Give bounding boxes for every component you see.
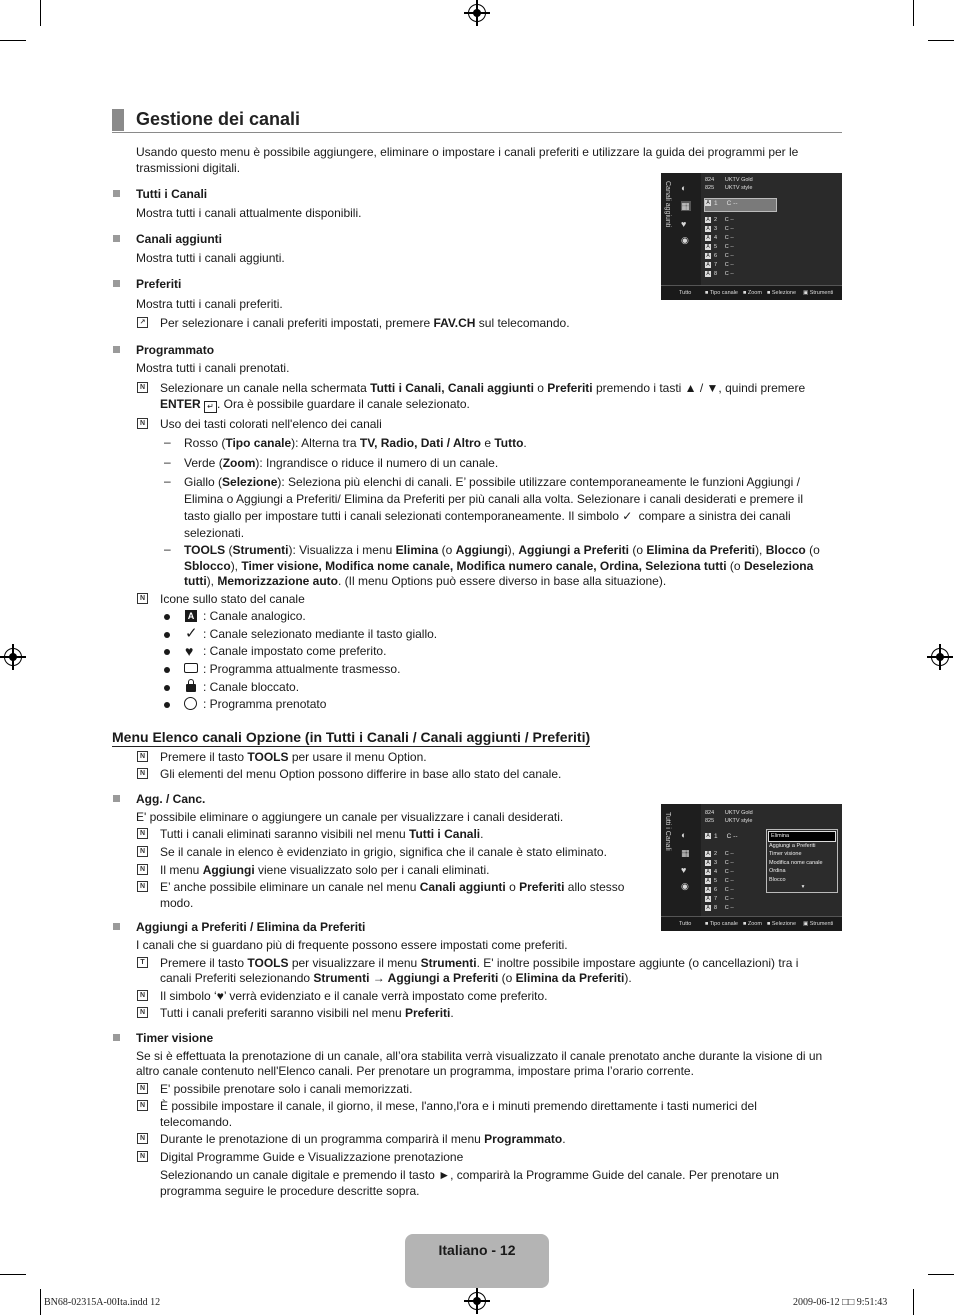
heart-icon: ♥ — [185, 643, 194, 659]
legend-text: : Canale selezionato mediante il tasto giallo. — [203, 627, 438, 641]
section-head: Timer visione — [136, 1031, 214, 1045]
option-menu-heading: Menu Elenco canali Opzione (in Tutti i Canali / Canali aggiunti / Preferiti) — [112, 729, 591, 745]
analog-channel-icon: A — [706, 895, 710, 902]
option-item-elimina[interactable]: Elimina — [768, 831, 836, 842]
note-icon: N — [137, 1133, 148, 1144]
bullet-square-icon — [113, 795, 120, 802]
note-text: Se il canale in elenco è evidenziato in grigio, significa che il canale è stato eliminato. — [160, 845, 607, 859]
channel-row[interactable]: A 7 C -- — [706, 261, 734, 268]
section-text: Mostra tutti i canali prenotati. — [136, 361, 290, 375]
analog-channel-icon: A — [706, 200, 710, 207]
note-text: Il simbolo ‘♥’ verrà evidenziato e il canale verrà impostato come preferito. — [160, 989, 548, 1003]
section-text: Mostra tutti i canali attualmente disponibili. — [136, 206, 362, 220]
dash-text: Giallo (Selezione): Seleziona più elenchi di canali. E’ possibile utilizzare contemporaneamente le funzioni Aggiungi / — [184, 475, 800, 489]
dash-text: TOOLS (Strumenti): Visualizza i menu Elimina (o Aggiungi), Aggiungi a Preferiti (o Elimina da Preferiti), Blocco (o — [184, 543, 820, 557]
note-icon: N — [137, 1151, 148, 1162]
note-icon: N — [137, 751, 148, 762]
top-row: 825 UKTV style — [705, 185, 753, 191]
bullet-square-icon — [113, 1034, 120, 1041]
channel-row[interactable]: A 2 C -- — [706, 216, 734, 223]
filter-label: Tutto — [679, 290, 692, 296]
all-channels-icon: ◐ — [681, 183, 687, 193]
note-text: ENTER ↵ . Ora è possibile guardare il canale selezionato. — [160, 397, 470, 411]
channel-row[interactable]: A 4 C -- — [706, 868, 734, 875]
yellow-button-label[interactable]: ■ Selezione — [767, 921, 797, 927]
registration-mark-icon — [468, 4, 486, 22]
highlight-row-text: A 1 C -- — [706, 200, 738, 207]
note-text: modo. — [160, 896, 194, 910]
section-text: Se si è effettuata la prenotazione di un canale, all’ora stabilita verrà visualizzato il canale prenotato anche durante la visione di un — [136, 1049, 823, 1063]
tools-button-label[interactable]: ▣ Strumenti — [803, 290, 834, 296]
note-icon: N — [137, 1083, 148, 1094]
section-head: Programmato — [136, 343, 215, 357]
section-text: Mostra tutti i canali preferiti. — [136, 297, 283, 311]
note-text: Uso dei tasti colorati nell'elenco dei canali — [160, 417, 382, 431]
note-text: E’ anche possibile eliminare un canale nel menu Canali aggiunti o Preferiti allo stesso — [160, 880, 625, 894]
channel-row[interactable]: A 4 C -- — [706, 234, 734, 241]
bullet-square-icon — [113, 280, 120, 287]
note-text: Tutti i canali preferiti saranno visibili nel menu Preferiti. — [160, 1006, 454, 1020]
menu-sidebar — [661, 173, 701, 286]
tools-note-icon: ↗ — [137, 317, 148, 328]
note-text: Tutti i canali eliminati saranno visibili nel menu Tutti i Canali. — [160, 827, 484, 841]
dash-bullet: – — [164, 474, 171, 488]
option-item-lock[interactable]: Blocco — [769, 876, 786, 883]
crop-mark — [40, 0, 41, 26]
option-item-timer[interactable]: Timer visione — [769, 851, 802, 857]
section-head: Tutti i Canali — [136, 187, 208, 201]
green-button-label[interactable]: ■ Zoom — [743, 921, 762, 927]
analog-channel-icon: A — [706, 216, 710, 223]
channel-row[interactable]: A 7 C -- — [706, 895, 734, 902]
analog-channel-icon: A — [706, 886, 710, 893]
section-head: Canali aggiunti — [136, 232, 223, 246]
dash-bullet: – — [164, 455, 171, 469]
top-row: 824 UKTV Gold — [705, 177, 753, 183]
analog-channel-icon: A — [706, 270, 710, 277]
highlight-row-text[interactable]: A 1 C -- — [706, 833, 738, 840]
dash-text: selezionati. — [184, 526, 245, 540]
option-item-rename[interactable]: Modifica nome canale — [769, 859, 823, 866]
section-text: Mostra tutti i canali aggiunti. — [136, 251, 285, 265]
registration-mark-icon — [931, 648, 949, 666]
crop-mark — [0, 1274, 26, 1275]
channel-list-option-screen — [661, 804, 842, 931]
dash-bullet: – — [164, 542, 171, 556]
note-text: Premere il tasto TOOLS per usare il menu Option. — [160, 750, 427, 764]
analog-channel-icon: A — [706, 833, 710, 840]
page-title: Gestione dei canali — [136, 109, 301, 129]
analog-channel-icon: A — [706, 225, 710, 232]
section-text: I canali che si guardano più di frequente possono essere impostati come preferiti. — [136, 938, 568, 952]
red-button-label[interactable]: ■ Tipo canale — [705, 921, 738, 927]
bullet-square-icon — [113, 923, 120, 930]
intro-text: Usando questo menu è possibile aggiungere, eliminare o impostare i canali preferiti e utilizzare la guida dei programmi per le trasmissioni digitali. — [136, 145, 799, 175]
note-icon: N — [137, 593, 148, 604]
option-item-favorites[interactable]: Aggiungi a Preferiti — [769, 842, 816, 849]
dash-bullet: – — [164, 435, 171, 449]
analog-channel-icon: A — [706, 859, 710, 866]
red-button-label[interactable]: ■ Tipo canale — [705, 290, 738, 296]
bullet-dot — [164, 614, 170, 620]
dash-text: Sblocco), Timer visione, Modifica nome canale, Modifica numero canale, Ordina, Seleziona tutti (o Deseleziona — [184, 559, 814, 573]
bullet-dot — [164, 632, 170, 638]
analog-channel-icon: A — [706, 868, 710, 875]
added-channels-icon: ▦ — [681, 848, 690, 858]
channel-row[interactable]: A 2 C -- — [706, 850, 734, 857]
bullet-dot — [164, 649, 170, 655]
note-text: Selezionando un canale digitale e premendo il tasto ►, comparirà la Programme Guide del canale. Per prenotare un — [160, 1168, 779, 1182]
note-text: Premere il tasto TOOLS per visualizzare il menu Strumenti. E' inoltre possibile impostare aggiunte (o cancellazioni) tra i — [160, 956, 799, 970]
note-text: programma seguire le procedure descritte sopra. — [160, 1184, 420, 1198]
section-head: Preferiti — [136, 277, 182, 291]
legend-text: : Programma prenotato — [203, 697, 327, 711]
heart-icon: ♥ — [216, 989, 224, 1003]
analog-channel-icon: A — [706, 850, 710, 857]
dash-text: tutti), Memorizzazione auto. (Il menu Options può essere diverso in base alla situazione). — [184, 574, 667, 588]
analog-channel-icon: A — [706, 877, 710, 884]
crop-mark — [40, 1289, 41, 1315]
legend-text: : Canale bloccato. — [203, 680, 300, 694]
section-head: Aggiungi a Preferiti / Elimina da Preferiti — [136, 920, 366, 934]
note-icon: N — [137, 864, 148, 875]
channel-row[interactable]: A 8 C -- — [706, 904, 734, 911]
top-row: 825 UKTV style — [705, 818, 753, 824]
channel-row[interactable]: A 6 C -- — [706, 252, 734, 259]
channel-row[interactable]: A 5 C -- — [706, 877, 734, 884]
channel-row[interactable]: A 5 C -- — [706, 243, 734, 250]
tools-button-label[interactable]: ▣ Strumenti — [803, 921, 834, 927]
channel-row[interactable]: A 8 C -- — [706, 270, 734, 277]
note-icon: N — [137, 881, 148, 892]
note-icon: N — [137, 418, 148, 429]
analog-channel-icon: A — [706, 234, 710, 241]
dash-text: Rosso (Tipo canale): Alterna tra TV, Radio, Dati / Altro e Tutto. — [184, 436, 527, 450]
bullet-square-icon — [113, 235, 120, 242]
registration-mark-icon — [4, 648, 22, 666]
check-icon: ✓ — [622, 509, 633, 523]
print-date-info: 2009-06-12 □□ 9:51:43 — [793, 1297, 888, 1308]
page-title-bar — [112, 108, 842, 133]
analog-channel-icon: A — [706, 252, 710, 259]
crop-mark — [928, 40, 954, 41]
note-text: Durante le prenotazione di un programma comparirà il menu Programmato. — [160, 1132, 566, 1146]
registration-mark-icon — [468, 1292, 486, 1310]
bullet-square-icon — [113, 190, 120, 197]
analog-channel-icon: A — [706, 904, 710, 911]
scheduled-icon: ◉ — [681, 235, 689, 245]
menu-sidebar — [661, 804, 701, 917]
button-bar — [661, 285, 842, 300]
crop-mark — [0, 40, 26, 41]
note-text: Il menu Aggiungi viene visualizzato solo per i canali eliminati. — [160, 863, 490, 877]
filter-label: Tutto — [679, 921, 692, 927]
clock-icon — [184, 697, 197, 710]
section-text: E' possibile eliminare o aggiungere un canale per visualizzare i canali desiderati. — [136, 810, 564, 824]
title-accent — [112, 109, 124, 131]
legend-text: : Canale analogico. — [203, 609, 306, 623]
note-icon: N — [137, 768, 148, 779]
note-text: Digital Programme Guide e Visualizzazione prenotazione — [160, 1150, 464, 1164]
tools-note-icon: T — [137, 957, 148, 968]
bullet-dot — [164, 702, 170, 708]
section-head: Agg. / Canc. — [136, 792, 206, 806]
channel-row[interactable]: A 3 C -- — [706, 225, 734, 232]
note-icon: N — [137, 1100, 148, 1111]
scroll-down-icon[interactable]: ▾ — [801, 884, 805, 890]
channel-row[interactable]: A 6 C -- — [706, 886, 734, 893]
note-text: Per selezionare i canali preferiti impostati, premere FAV.CH sul telecomando. — [160, 316, 570, 330]
channel-row[interactable]: A 3 C -- — [706, 859, 734, 866]
note-icon: N — [137, 990, 148, 1001]
option-menu — [766, 829, 838, 893]
bullet-square-icon — [113, 346, 120, 353]
note-text: E' possibile prenotare solo i canali memorizzati. — [160, 1082, 413, 1096]
option-item-sort[interactable]: Ordina — [769, 868, 786, 874]
note-text: Selezionare un canale nella schermata Tutti i Canali, Canali aggiunti o Preferiti premendo i tasti ▲ / ▼, quindi premere — [160, 381, 806, 395]
top-row: 824 UKTV Gold — [705, 810, 753, 816]
legend-text: : Programma attualmente trasmesso. — [203, 662, 401, 676]
favorites-icon: ♥ — [681, 865, 687, 875]
button-bar — [661, 916, 842, 931]
crop-mark — [913, 1289, 914, 1315]
enter-icon: ↵ — [204, 401, 217, 413]
legend-text: : Canale impostato come preferito. — [203, 644, 387, 658]
analog-channel-icon: A — [185, 610, 197, 622]
channel-list-screen — [661, 173, 842, 300]
bullet-dot — [164, 685, 170, 691]
yellow-button-label[interactable]: ■ Selezione — [767, 290, 797, 296]
scheduled-icon: ◉ — [681, 881, 689, 891]
crop-mark — [913, 0, 914, 26]
green-button-label[interactable]: ■ Zoom — [743, 290, 762, 296]
analog-channel-icon: A — [706, 261, 710, 268]
note-icon: N — [137, 1007, 148, 1018]
sidebar-label: Canali aggiunti — [664, 181, 671, 228]
tv-program-icon — [184, 663, 198, 673]
dash-text: Verde (Zoom): Ingrandisce o riduce il numero di un canale. — [184, 456, 499, 470]
check-icon: ✓ — [185, 625, 198, 642]
favorites-icon: ♥ — [681, 219, 687, 229]
note-icon: N — [137, 846, 148, 857]
lock-shackle — [188, 679, 194, 686]
dash-text: tasto giallo per impostare tutti i canali selezionati contemporaneamente. Il simbolo ✓ compare a sinistra dei canali — [184, 509, 791, 523]
section-text: altro canale contenuto nell'Elenco canali. Per prenotare un programma, impostare prima l’orario corrente. — [136, 1064, 694, 1078]
analog-channel-icon: A — [706, 243, 710, 250]
note-text: Icone sullo stato del canale — [160, 592, 305, 606]
note-text: Gli elementi del menu Option possono differire in base allo stato del canale. — [160, 767, 562, 781]
note-text: È possibile impostare il canale, il giorno, il mese, l'anno,l'ora e i minuti premendo direttamente i tasti numerici del — [160, 1099, 757, 1113]
added-channels-icon: ▦ — [681, 201, 690, 211]
page-number: Italiano - 12 — [438, 1242, 516, 1258]
dash-text: Elimina o Aggiungi a Preferiti/ Elimina da Preferiti per più canali alla volta. Selezionare i canali desiderati e premere il — [184, 492, 803, 506]
all-channels-icon: ◐ — [681, 830, 687, 840]
crop-mark — [928, 1274, 954, 1275]
bullet-dot — [164, 667, 170, 673]
note-icon: N — [137, 382, 148, 393]
print-file-info: BN68-02315A-00Ita.indd 12 — [44, 1297, 161, 1308]
note-icon: N — [137, 828, 148, 839]
note-text: telecomando. — [160, 1115, 233, 1129]
note-text: canali Preferiti selezionando Strumenti → Aggiungi a Preferiti (o Elimina da Preferiti). — [160, 971, 632, 985]
sidebar-label: Tutti i Canali — [664, 812, 671, 851]
